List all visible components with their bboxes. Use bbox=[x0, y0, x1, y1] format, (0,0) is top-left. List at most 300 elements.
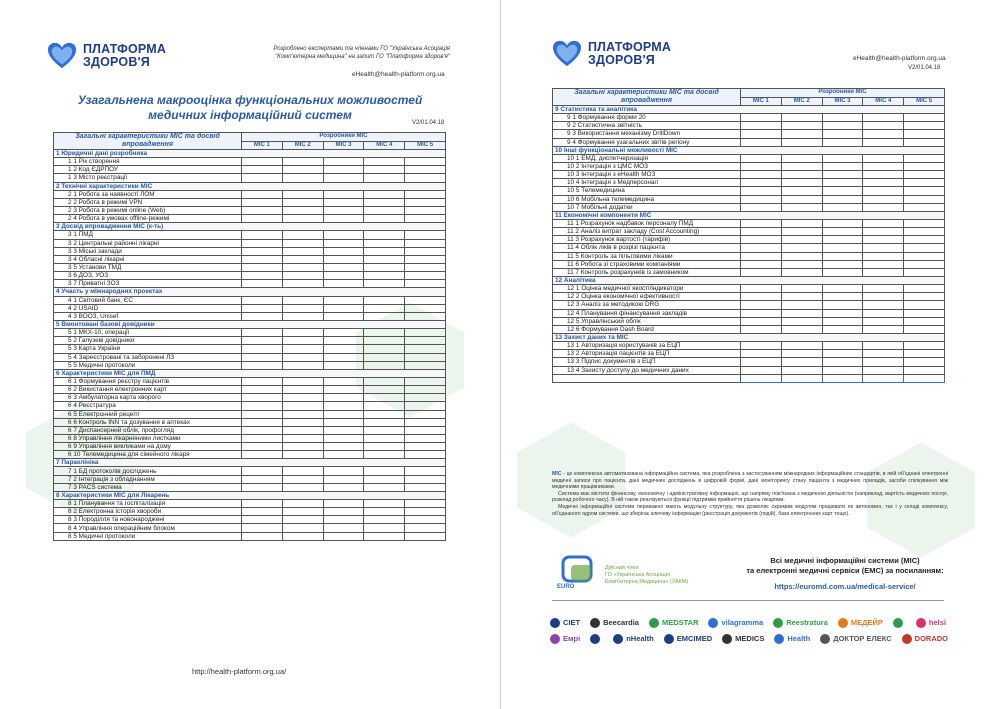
rating-cell[interactable] bbox=[822, 374, 863, 382]
rating-cell[interactable] bbox=[822, 268, 863, 276]
rating-cell[interactable] bbox=[781, 179, 822, 187]
rating-cell[interactable] bbox=[822, 244, 863, 252]
rating-cell[interactable] bbox=[323, 190, 364, 198]
rating-cell[interactable] bbox=[364, 174, 405, 182]
rating-cell[interactable] bbox=[323, 418, 364, 426]
rating-cell[interactable] bbox=[405, 215, 446, 223]
rating-cell[interactable] bbox=[863, 268, 904, 276]
rating-cell[interactable] bbox=[405, 353, 446, 361]
rating-cell[interactable] bbox=[282, 394, 323, 402]
rating-cell[interactable] bbox=[822, 122, 863, 130]
rating-cell[interactable] bbox=[323, 516, 364, 524]
rating-cell[interactable] bbox=[822, 195, 863, 203]
rating-cell[interactable] bbox=[781, 122, 822, 130]
rating-cell[interactable] bbox=[781, 187, 822, 195]
rating-cell[interactable] bbox=[323, 500, 364, 508]
rating-cell[interactable] bbox=[741, 268, 782, 276]
rating-cell[interactable] bbox=[405, 206, 446, 214]
rating-cell[interactable] bbox=[863, 130, 904, 138]
partner-logo[interactable] bbox=[838, 618, 883, 628]
contact-email[interactable]: eHealth@health-platform.org.ua bbox=[352, 71, 445, 78]
rating-cell[interactable] bbox=[282, 247, 323, 255]
partner-logo[interactable] bbox=[590, 618, 639, 628]
rating-cell[interactable] bbox=[405, 280, 446, 288]
rating-cell[interactable] bbox=[741, 260, 782, 268]
rating-cell[interactable] bbox=[822, 366, 863, 374]
rating-cell[interactable] bbox=[364, 206, 405, 214]
rating-cell[interactable] bbox=[323, 206, 364, 214]
rating-cell[interactable] bbox=[904, 317, 945, 325]
rating-cell[interactable] bbox=[323, 483, 364, 491]
rating-cell[interactable] bbox=[904, 187, 945, 195]
rating-cell[interactable] bbox=[741, 130, 782, 138]
rating-cell[interactable] bbox=[904, 179, 945, 187]
rating-cell[interactable] bbox=[863, 219, 904, 227]
rating-cell[interactable] bbox=[405, 337, 446, 345]
rating-cell[interactable] bbox=[741, 228, 782, 236]
rating-cell[interactable] bbox=[323, 280, 364, 288]
blank-cell[interactable] bbox=[553, 374, 741, 382]
rating-cell[interactable] bbox=[863, 122, 904, 130]
rating-cell[interactable] bbox=[364, 524, 405, 532]
rating-cell[interactable] bbox=[282, 386, 323, 394]
rating-cell[interactable] bbox=[282, 475, 323, 483]
rating-cell[interactable] bbox=[863, 285, 904, 293]
rating-cell[interactable] bbox=[904, 342, 945, 350]
rating-cell[interactable] bbox=[741, 154, 782, 162]
rating-cell[interactable] bbox=[323, 198, 364, 206]
rating-cell[interactable] bbox=[364, 198, 405, 206]
rating-cell[interactable] bbox=[323, 329, 364, 337]
rating-cell[interactable] bbox=[781, 252, 822, 260]
rating-cell[interactable] bbox=[282, 426, 323, 434]
contact-email-page2[interactable]: eHealth@health-platform.org.ua bbox=[853, 55, 946, 62]
rating-cell[interactable] bbox=[781, 358, 822, 366]
rating-cell[interactable] bbox=[364, 190, 405, 198]
rating-cell[interactable] bbox=[282, 508, 323, 516]
rating-cell[interactable] bbox=[741, 187, 782, 195]
rating-cell[interactable] bbox=[242, 198, 283, 206]
rating-cell[interactable] bbox=[323, 410, 364, 418]
rating-cell[interactable] bbox=[323, 215, 364, 223]
partner-logo[interactable] bbox=[708, 618, 763, 628]
rating-cell[interactable] bbox=[781, 130, 822, 138]
rating-cell[interactable] bbox=[822, 138, 863, 146]
rating-cell[interactable] bbox=[364, 345, 405, 353]
rating-cell[interactable] bbox=[904, 203, 945, 211]
rating-cell[interactable] bbox=[904, 358, 945, 366]
rating-cell[interactable] bbox=[904, 219, 945, 227]
rating-cell[interactable] bbox=[364, 272, 405, 280]
rating-cell[interactable] bbox=[282, 158, 323, 166]
rating-cell[interactable] bbox=[364, 434, 405, 442]
rating-cell[interactable] bbox=[405, 361, 446, 369]
rating-cell[interactable] bbox=[242, 272, 283, 280]
rating-cell[interactable] bbox=[741, 366, 782, 374]
rating-cell[interactable] bbox=[405, 508, 446, 516]
rating-cell[interactable] bbox=[781, 366, 822, 374]
rating-cell[interactable] bbox=[242, 345, 283, 353]
rating-cell[interactable] bbox=[822, 350, 863, 358]
rating-cell[interactable] bbox=[282, 312, 323, 320]
rating-cell[interactable] bbox=[242, 377, 283, 385]
rating-cell[interactable] bbox=[405, 475, 446, 483]
rating-cell[interactable] bbox=[282, 451, 323, 459]
rating-cell[interactable] bbox=[781, 203, 822, 211]
rating-cell[interactable] bbox=[282, 410, 323, 418]
partner-logo[interactable] bbox=[613, 634, 654, 644]
rating-cell[interactable] bbox=[364, 215, 405, 223]
rating-cell[interactable] bbox=[242, 255, 283, 263]
rating-cell[interactable] bbox=[364, 500, 405, 508]
rating-cell[interactable] bbox=[323, 402, 364, 410]
rating-cell[interactable] bbox=[282, 500, 323, 508]
rating-cell[interactable] bbox=[242, 239, 283, 247]
rating-cell[interactable] bbox=[323, 166, 364, 174]
rating-cell[interactable] bbox=[282, 361, 323, 369]
rating-cell[interactable] bbox=[741, 350, 782, 358]
rating-cell[interactable] bbox=[863, 342, 904, 350]
rating-cell[interactable] bbox=[781, 219, 822, 227]
rating-cell[interactable] bbox=[405, 418, 446, 426]
rating-cell[interactable] bbox=[781, 236, 822, 244]
rating-cell[interactable] bbox=[323, 377, 364, 385]
rating-cell[interactable] bbox=[242, 467, 283, 475]
rating-cell[interactable] bbox=[405, 296, 446, 304]
rating-cell[interactable] bbox=[242, 296, 283, 304]
rating-cell[interactable] bbox=[741, 138, 782, 146]
rating-cell[interactable] bbox=[282, 353, 323, 361]
rating-cell[interactable] bbox=[405, 394, 446, 402]
rating-cell[interactable] bbox=[781, 114, 822, 122]
rating-cell[interactable] bbox=[242, 312, 283, 320]
footer-url[interactable]: http://health-platform.org.ua/ bbox=[192, 667, 287, 676]
rating-cell[interactable] bbox=[863, 203, 904, 211]
rating-cell[interactable] bbox=[282, 166, 323, 174]
rating-cell[interactable] bbox=[282, 483, 323, 491]
rating-cell[interactable] bbox=[405, 198, 446, 206]
rating-cell[interactable] bbox=[323, 296, 364, 304]
rating-cell[interactable] bbox=[242, 532, 283, 540]
rating-cell[interactable] bbox=[364, 247, 405, 255]
partner-logo[interactable] bbox=[550, 634, 580, 644]
rating-cell[interactable] bbox=[364, 483, 405, 491]
rating-cell[interactable] bbox=[863, 195, 904, 203]
rating-cell[interactable] bbox=[863, 252, 904, 260]
rating-cell[interactable] bbox=[242, 158, 283, 166]
rating-cell[interactable] bbox=[364, 418, 405, 426]
rating-cell[interactable] bbox=[904, 268, 945, 276]
rating-cell[interactable] bbox=[405, 174, 446, 182]
rating-cell[interactable] bbox=[242, 190, 283, 198]
rating-cell[interactable] bbox=[282, 239, 323, 247]
rating-cell[interactable] bbox=[405, 231, 446, 239]
rating-cell[interactable] bbox=[282, 231, 323, 239]
rating-cell[interactable] bbox=[242, 451, 283, 459]
rating-cell[interactable] bbox=[822, 325, 863, 333]
rating-cell[interactable] bbox=[405, 402, 446, 410]
rating-cell[interactable] bbox=[822, 317, 863, 325]
rating-cell[interactable] bbox=[904, 122, 945, 130]
rating-cell[interactable] bbox=[863, 244, 904, 252]
rating-cell[interactable] bbox=[282, 304, 323, 312]
rating-cell[interactable] bbox=[822, 162, 863, 170]
rating-cell[interactable] bbox=[323, 174, 364, 182]
rating-cell[interactable] bbox=[323, 434, 364, 442]
rating-cell[interactable] bbox=[323, 508, 364, 516]
rating-cell[interactable] bbox=[282, 345, 323, 353]
rating-cell[interactable] bbox=[405, 386, 446, 394]
rating-cell[interactable] bbox=[863, 162, 904, 170]
rating-cell[interactable] bbox=[904, 195, 945, 203]
rating-cell[interactable] bbox=[822, 252, 863, 260]
rating-cell[interactable] bbox=[741, 244, 782, 252]
rating-cell[interactable] bbox=[741, 179, 782, 187]
rating-cell[interactable] bbox=[741, 358, 782, 366]
rating-cell[interactable] bbox=[242, 215, 283, 223]
rating-cell[interactable] bbox=[282, 443, 323, 451]
rating-cell[interactable] bbox=[822, 285, 863, 293]
rating-cell[interactable] bbox=[405, 483, 446, 491]
rating-cell[interactable] bbox=[863, 228, 904, 236]
rating-cell[interactable] bbox=[822, 236, 863, 244]
rating-cell[interactable] bbox=[863, 358, 904, 366]
rating-cell[interactable] bbox=[904, 138, 945, 146]
rating-cell[interactable] bbox=[242, 337, 283, 345]
rating-cell[interactable] bbox=[863, 154, 904, 162]
rating-cell[interactable] bbox=[364, 231, 405, 239]
rating-cell[interactable] bbox=[405, 166, 446, 174]
rating-cell[interactable] bbox=[323, 231, 364, 239]
rating-cell[interactable] bbox=[282, 418, 323, 426]
rating-cell[interactable] bbox=[822, 342, 863, 350]
rating-cell[interactable] bbox=[822, 171, 863, 179]
rating-cell[interactable] bbox=[364, 410, 405, 418]
rating-cell[interactable] bbox=[323, 524, 364, 532]
partner-logo[interactable] bbox=[773, 618, 828, 628]
rating-cell[interactable] bbox=[242, 418, 283, 426]
rating-cell[interactable] bbox=[364, 353, 405, 361]
rating-cell[interactable] bbox=[323, 451, 364, 459]
rating-cell[interactable] bbox=[364, 312, 405, 320]
rating-cell[interactable] bbox=[781, 350, 822, 358]
rating-cell[interactable] bbox=[364, 304, 405, 312]
rating-cell[interactable] bbox=[904, 374, 945, 382]
rating-cell[interactable] bbox=[242, 231, 283, 239]
rating-cell[interactable] bbox=[904, 325, 945, 333]
rating-cell[interactable] bbox=[781, 309, 822, 317]
rating-cell[interactable] bbox=[741, 325, 782, 333]
rating-cell[interactable] bbox=[781, 228, 822, 236]
rating-cell[interactable] bbox=[741, 342, 782, 350]
rating-cell[interactable] bbox=[822, 179, 863, 187]
rating-cell[interactable] bbox=[822, 293, 863, 301]
rating-cell[interactable] bbox=[242, 475, 283, 483]
rating-cell[interactable] bbox=[741, 309, 782, 317]
rating-cell[interactable] bbox=[741, 252, 782, 260]
rating-cell[interactable] bbox=[904, 228, 945, 236]
rating-cell[interactable] bbox=[323, 353, 364, 361]
rating-cell[interactable] bbox=[741, 203, 782, 211]
rating-cell[interactable] bbox=[904, 244, 945, 252]
partner-logo[interactable] bbox=[590, 634, 603, 644]
rating-cell[interactable] bbox=[323, 239, 364, 247]
ems-link[interactable]: https://euromd.com.ua/medical-service/ bbox=[774, 582, 916, 591]
rating-cell[interactable] bbox=[904, 154, 945, 162]
rating-cell[interactable] bbox=[741, 301, 782, 309]
rating-cell[interactable] bbox=[781, 285, 822, 293]
rating-cell[interactable] bbox=[282, 402, 323, 410]
rating-cell[interactable] bbox=[405, 451, 446, 459]
rating-cell[interactable] bbox=[364, 426, 405, 434]
rating-cell[interactable] bbox=[904, 366, 945, 374]
rating-cell[interactable] bbox=[904, 301, 945, 309]
partner-logo[interactable] bbox=[664, 634, 712, 644]
rating-cell[interactable] bbox=[405, 304, 446, 312]
rating-cell[interactable] bbox=[405, 467, 446, 475]
rating-cell[interactable] bbox=[242, 206, 283, 214]
rating-cell[interactable] bbox=[364, 255, 405, 263]
rating-cell[interactable] bbox=[904, 260, 945, 268]
rating-cell[interactable] bbox=[405, 524, 446, 532]
rating-cell[interactable] bbox=[323, 247, 364, 255]
rating-cell[interactable] bbox=[741, 162, 782, 170]
rating-cell[interactable] bbox=[405, 532, 446, 540]
rating-cell[interactable] bbox=[242, 353, 283, 361]
rating-cell[interactable] bbox=[863, 301, 904, 309]
partner-logo[interactable] bbox=[774, 634, 810, 644]
rating-cell[interactable] bbox=[282, 255, 323, 263]
rating-cell[interactable] bbox=[364, 239, 405, 247]
rating-cell[interactable] bbox=[242, 500, 283, 508]
rating-cell[interactable] bbox=[323, 386, 364, 394]
rating-cell[interactable] bbox=[364, 532, 405, 540]
rating-cell[interactable] bbox=[282, 198, 323, 206]
rating-cell[interactable] bbox=[364, 158, 405, 166]
rating-cell[interactable] bbox=[741, 219, 782, 227]
rating-cell[interactable] bbox=[323, 475, 364, 483]
rating-cell[interactable] bbox=[822, 309, 863, 317]
rating-cell[interactable] bbox=[364, 451, 405, 459]
rating-cell[interactable] bbox=[364, 394, 405, 402]
rating-cell[interactable] bbox=[282, 516, 323, 524]
rating-cell[interactable] bbox=[323, 255, 364, 263]
rating-cell[interactable] bbox=[781, 342, 822, 350]
rating-cell[interactable] bbox=[242, 166, 283, 174]
rating-cell[interactable] bbox=[364, 508, 405, 516]
rating-cell[interactable] bbox=[242, 280, 283, 288]
rating-cell[interactable] bbox=[863, 293, 904, 301]
rating-cell[interactable] bbox=[863, 317, 904, 325]
rating-cell[interactable] bbox=[364, 361, 405, 369]
rating-cell[interactable] bbox=[242, 443, 283, 451]
rating-cell[interactable] bbox=[405, 239, 446, 247]
rating-cell[interactable] bbox=[282, 377, 323, 385]
rating-cell[interactable] bbox=[282, 434, 323, 442]
rating-cell[interactable] bbox=[405, 158, 446, 166]
rating-cell[interactable] bbox=[781, 293, 822, 301]
rating-cell[interactable] bbox=[741, 374, 782, 382]
rating-cell[interactable] bbox=[863, 171, 904, 179]
rating-cell[interactable] bbox=[364, 377, 405, 385]
rating-cell[interactable] bbox=[364, 337, 405, 345]
rating-cell[interactable] bbox=[242, 516, 283, 524]
rating-cell[interactable] bbox=[863, 366, 904, 374]
rating-cell[interactable] bbox=[904, 171, 945, 179]
rating-cell[interactable] bbox=[822, 203, 863, 211]
rating-cell[interactable] bbox=[242, 434, 283, 442]
rating-cell[interactable] bbox=[282, 174, 323, 182]
rating-cell[interactable] bbox=[863, 236, 904, 244]
rating-cell[interactable] bbox=[405, 426, 446, 434]
rating-cell[interactable] bbox=[405, 516, 446, 524]
rating-cell[interactable] bbox=[364, 166, 405, 174]
rating-cell[interactable] bbox=[405, 434, 446, 442]
rating-cell[interactable] bbox=[781, 138, 822, 146]
rating-cell[interactable] bbox=[863, 114, 904, 122]
rating-cell[interactable] bbox=[323, 263, 364, 271]
rating-cell[interactable] bbox=[242, 304, 283, 312]
rating-cell[interactable] bbox=[741, 285, 782, 293]
rating-cell[interactable] bbox=[781, 195, 822, 203]
rating-cell[interactable] bbox=[242, 524, 283, 532]
rating-cell[interactable] bbox=[364, 467, 405, 475]
rating-cell[interactable] bbox=[822, 358, 863, 366]
rating-cell[interactable] bbox=[242, 263, 283, 271]
rating-cell[interactable] bbox=[242, 247, 283, 255]
rating-cell[interactable] bbox=[405, 247, 446, 255]
rating-cell[interactable] bbox=[364, 386, 405, 394]
partner-logo[interactable] bbox=[649, 618, 699, 628]
rating-cell[interactable] bbox=[405, 255, 446, 263]
rating-cell[interactable] bbox=[405, 443, 446, 451]
rating-cell[interactable] bbox=[904, 114, 945, 122]
rating-cell[interactable] bbox=[282, 524, 323, 532]
rating-cell[interactable] bbox=[822, 154, 863, 162]
rating-cell[interactable] bbox=[863, 325, 904, 333]
rating-cell[interactable] bbox=[904, 350, 945, 358]
rating-cell[interactable] bbox=[282, 296, 323, 304]
rating-cell[interactable] bbox=[741, 236, 782, 244]
rating-cell[interactable] bbox=[781, 171, 822, 179]
rating-cell[interactable] bbox=[822, 187, 863, 195]
rating-cell[interactable] bbox=[904, 162, 945, 170]
rating-cell[interactable] bbox=[863, 260, 904, 268]
rating-cell[interactable] bbox=[863, 374, 904, 382]
rating-cell[interactable] bbox=[323, 426, 364, 434]
rating-cell[interactable] bbox=[405, 272, 446, 280]
rating-cell[interactable] bbox=[781, 268, 822, 276]
rating-cell[interactable] bbox=[781, 325, 822, 333]
rating-cell[interactable] bbox=[242, 386, 283, 394]
rating-cell[interactable] bbox=[323, 312, 364, 320]
rating-cell[interactable] bbox=[323, 467, 364, 475]
rating-cell[interactable] bbox=[405, 312, 446, 320]
rating-cell[interactable] bbox=[822, 114, 863, 122]
rating-cell[interactable] bbox=[364, 402, 405, 410]
rating-cell[interactable] bbox=[741, 317, 782, 325]
rating-cell[interactable] bbox=[282, 263, 323, 271]
rating-cell[interactable] bbox=[242, 410, 283, 418]
rating-cell[interactable] bbox=[282, 532, 323, 540]
rating-cell[interactable] bbox=[781, 244, 822, 252]
rating-cell[interactable] bbox=[323, 272, 364, 280]
rating-cell[interactable] bbox=[323, 361, 364, 369]
rating-cell[interactable] bbox=[242, 402, 283, 410]
rating-cell[interactable] bbox=[282, 329, 323, 337]
rating-cell[interactable] bbox=[741, 122, 782, 130]
rating-cell[interactable] bbox=[364, 329, 405, 337]
